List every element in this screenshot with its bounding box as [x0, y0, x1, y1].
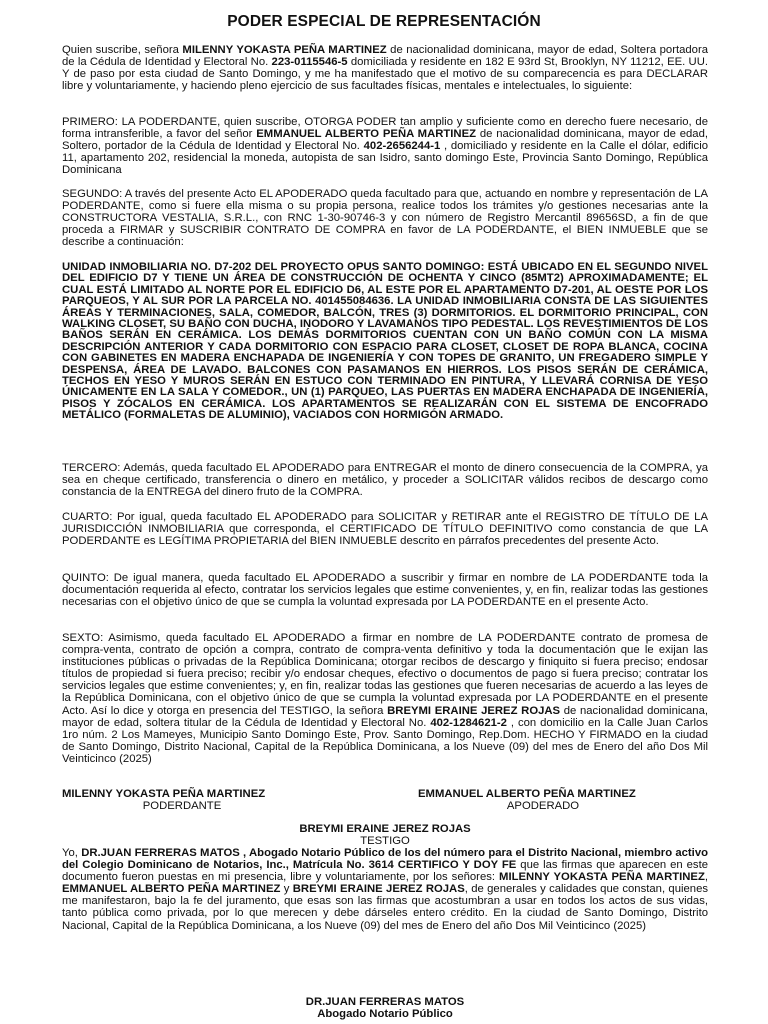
- witness-signature-block: [260, 823, 510, 847]
- notary-signature-block: [260, 996, 510, 1020]
- grantor-id: 223-0115546-5: [271, 56, 348, 69]
- document-title: PODER ESPECIAL DE REPRESENTACIÓN: [227, 13, 541, 30]
- grantor-signature-name: MILENNY YOKASTA PEÑA MARTINEZ: [62, 788, 266, 800]
- certified-name-3: BREYMI ERAINE JEREZ ROJAS: [292, 883, 465, 896]
- attorney-signature-role: APODERADO: [506, 800, 580, 812]
- grantor-name: MILENNY YOKASTA PEÑA MARTINEZ: [182, 44, 387, 56]
- witness-signature-name: BREYMI ERAINE JEREZ ROJAS: [299, 823, 471, 835]
- attorney-signature-block: [418, 788, 668, 812]
- certified-name-1: MILENNY YOKASTA PEÑA MARTINEZ: [499, 871, 705, 884]
- tercero-paragraph: TERCERO: Además, queda facultado EL APODERADO para ENTREGAR el monto de dinero consecuencia de la COMPRA, ya sea en cheque certificado, transferencia o dinero en metálico, y proceder a SOLICITAR válidos recibos de descargo como constancia de la ENTREGA del dinero fruto de la COMPRA.: [62, 462, 708, 499]
- primero-paragraph: PRIMERO: LA PODERDANTE, quien suscribe, OTORGA PODER tan amplio y suficiente como en derecho fuere necesario, de forma intransferible, a favor del señor EMMANUEL ALBERTO PEÑA MARTINEZ de nacionalidad dominicana, mayor de edad, Soltero, portador de la Cédula de Identidad y Electoral No. 402-2656244-1 , domiciliado y residente en la Calle el dólar, edificio 11, apartamento 202, residencial la moneda, autopista de san Isidro, santo domingo Este, Provincia Santo Domingo, República Dominicana: [62, 116, 708, 177]
- witness-signature-role: TESTIGO: [360, 835, 410, 847]
- sexto-paragraph: SEXTO: Asimismo, queda facultado EL APODERADO a firmar en nombre de LA PODERDANTE contrato de promesa de compra-venta, contrato de opción a compra, contrato de compra-venta definitivo y toda la documentación que le exijan las instituciones públicas o privadas de la República Dominicana; otorgar recibos de descargo y finiquito si fuera preciso; endosar títulos de propiedad si fuera preciso; recibir y/o endosar cheques, efectivo o documentos de pago si fuera preciso; contratar los servicios legales que estime convenientes; y, en fin, realizar todas las gestiones que fueren necesarias de acuerdo a las leyes de la República Dominicana, con el objetivo único de que se cumpla la voluntad expresada por LA PODERDANTE en el presente Acto. Así lo dice y otorga en presencia del TESTIGO, la señora BREYMI ERAINE JEREZ ROJAS de nacionalidad dominicana, mayor de edad, soltera titular de la Cédula de Identidad y Electoral No. 402-1284621-2 , con domicilio en la Calle Juan Carlos 1ro núm. 2 Los Mameyes, Municipio Santo Domingo Este, Prov. Santo Domingo, Rep.Dom. HECHO Y FIRMADO en la ciudad de Santo Domingo, Distrito Nacional, Capital de la República Dominicana, a los Nueve (09) del mes de Enero del año Dos Mil Veinticinco (2025): [62, 632, 708, 765]
- witness-name: BREYMI ERAINE JEREZ ROJAS: [387, 704, 561, 717]
- witness-id: 402-1284621-2: [430, 716, 507, 729]
- cuarto-paragraph: CUARTO: Por igual, queda facultado EL APODERADO para SOLICITAR y RETIRAR ante el REGISTRO DE TÍTULO DE LA JURISDICCIÓN INMOBILIARIA que corresponda, el CERTIFICADO DE TÍTULO DEFINITIVO como constancia de que LA PODERDANTE es LEGÍTIMA PROPIETARIA del BIEN INMUEBLE descrito en párrafos precedentes del presente Acto.: [62, 511, 708, 548]
- segundo-paragraph: SEGUNDO: A través del presente Acto EL APODERADO queda facultado para que, actuando en nombre y representación de LA PODERDANTE, como si fuere ella misma o su propia persona, realice todos los trámites y/o gestiones necesarias ante la CONSTRUCTORA VESTALIA, S.R.L., con RNC 1-30-90746-3 y con número de Registro Mercantil 89656SD, a fin de que proceda a FIRMAR y SUSCRIBIR CONTRATO DE COMPRA en favor de LA PODERDANTE, el BIEN INMUEBLE que se describe a continuación:: [62, 188, 708, 249]
- certified-name-2: EMMANUEL ALBERTO PEÑA MARTINEZ: [62, 883, 281, 896]
- notary-certification: Yo, DR.JUAN FERRERAS MATOS , Abogado Notario Público de los del número para el Distrito Nacional, miembro activo del Colegio Dominicano de Notarios, Inc., Matrícula No. 3614 CERTIFICO Y DOY FE que las firmas que aparecen en este documento fueron puestas en mi presencia, libre y voluntariamente, por los señores: MILENNY YOKASTA PEÑA MARTINEZ, EMMANUEL ALBERTO PEÑA MARTINEZ y BREYMI ERAINE JEREZ ROJAS, de generales y calidades que constan, quienes me manifestaron, bajo la fe del juramento, que esas son las firmas que acostumbran a usar en todos los actos de sus vidas, tanto pública como privada, por lo que merecen y debe dárseles entero crédito. En la ciudad de Santo Domingo, Distrito Nacional, Capital de la República Dominicana, a los Nueve (09) del mes de Enero del año Dos Mil Veinticinco (2025): [62, 847, 709, 932]
- property-description: UNIDAD INMOBILIARIA NO. D7-202 DEL PROYECTO OPUS SANTO DOMINGO: ESTÁ UBICADO EN EL SEGUNDO NIVEL DEL EDIFICIO D7 Y TIENE UN ÁREA DE CONSTRUCCIÓN DE OCHENTA Y CINCO (85MT2) APROXIMADAMENTE; EL CUAL ESTÁ LIMITADO AL NORTE POR EL EDIFICIO D6, AL ESTE POR EL APARTAMENTO D7-201, AL OESTE POR LOS PARQUEOS, Y AL SUR POR LA PARCELA NO. 401455084636. LA UNIDAD INMOBILIARIA CONSTA DE LAS SIGUIENTES ÁREAS Y TERMINACIONES, SALA, COMEDOR, BALCÓN, TRES (3) DORMITORIOS. EL DORMITORIO PRINCIPAL, CON WALKING CLOSET, SU BAÑO CON DUCHA, INODORO Y LAVAMANOS TIPO PEDESTAL. LOS REVESTIMIENTOS DE LOS BAÑOS SERÁN EN CERÁMICA. LOS DEMÁS DORMITORIOS CUENTAN CON UN BAÑO COMÚN CON LA MISMA DESCRIPCIÓN ANTERIOR Y CADA DORMITORIO CON ESPACIO PARA CLOSET, CLOSET DE ROPA BLANCA, COCINA CON GABINETES EN MADERA ENCHAPADA DE INGENIERÍA Y CON TOPES DE GRANITO, UN FREGADERO SIMPLE Y DESPENSA, ÁREA DE LAVADO. BALCONES CON PASAMANOS EN HIERROS. LOS PISOS SERÁN DE CERÁMICA, TECHOS EN YESO Y MUROS SERÁN EN ESTUCO CON TERMINADO EN PINTURA, Y LLEVARÁ CORNISA DE YESO ÚNICAMENTE EN LA SALA Y COMEDOR., UN (1) PARQUEO, LAS PUERTAS EN MADERA ENCHAPADA DE INGENIERÍA, PISOS Y ZÓCALOS EN CERÁMICA. LOS APARTAMENTOS SE REALIZARÁN CON EL SISTEMA DE ENCOFRADO METÁLICO (FORMALETAS DE ALUMINIO), VACIADOS CON HORMIGÓN ARMADO.: [62, 261, 708, 422]
- notary-signature-name: DR.JUAN FERRERAS MATOS: [305, 996, 465, 1008]
- notary-certification-bold: DR.JUAN FERRERAS MATOS , Abogado Notario Público de los del número para el Distrito Nacional, miembro activo del Colegio Dominicano de Notarios, Inc., Matrícula No. 3614 CERTIFICO Y DOY FE: [62, 847, 709, 872]
- grantor-signature-block: [62, 788, 302, 812]
- attorney-name: EMMANUEL ALBERTO PEÑA MARTINEZ: [256, 128, 477, 141]
- attorney-id: 402-2656244-1: [363, 140, 441, 153]
- attorney-signature-name: EMMANUEL ALBERTO PEÑA MARTINEZ: [418, 788, 636, 800]
- quinto-paragraph: QUINTO: De igual manera, queda facultado EL APODERADO a suscribir y firmar en nombre de LA PODERDANTE toda la documentación requerida al efecto, contratar los servicios legales que estime convenientes, y, en fin, realizar todas las gestiones necesarias con el objetivo único de que se cumpla la voluntad expresada por LA PODERDANTE en el presente Acto.: [62, 572, 708, 609]
- notary-signature-role: Abogado Notario Público: [317, 1008, 453, 1020]
- grantor-signature-role: PODERDANTE: [142, 800, 222, 812]
- intro-paragraph: Quien suscribe, señora MILENNY YOKASTA PEÑA MARTINEZ de nacionalidad dominicana, mayor de edad, Soltera portadora de la Cédula de Identidad y Electoral No. 223-0115546-5 domiciliada y residente en 182 E 93rd St, Brooklyn, NY 11212, EE. UU. Y de paso por esta ciudad de Santo Domingo, y me ha manifestado que el motivo de su comparecencia es para DECLARAR libre y voluntariamente, y haciendo pleno ejercicio de sus facultades físicas, mentales e intelectuales, lo siguiente:: [62, 44, 709, 93]
